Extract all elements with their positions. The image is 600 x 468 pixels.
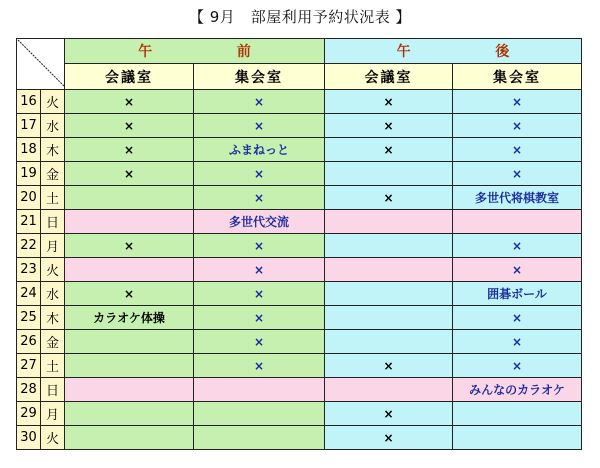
am-hall-cell: × xyxy=(194,162,325,186)
day-cell: 26 xyxy=(17,330,41,354)
table-row xyxy=(17,378,582,402)
am-hall-cell: × xyxy=(194,354,325,378)
am-hall-cell: × xyxy=(194,186,325,210)
pm-room-cell: × xyxy=(325,426,453,450)
weekday-cell: 火 xyxy=(41,258,65,282)
table-row xyxy=(17,162,582,186)
pm-room-cell: × xyxy=(325,354,453,378)
day-cell: 18 xyxy=(17,138,41,162)
table-row xyxy=(17,426,582,450)
page-title: 【 9月 部屋利用予約状況表 】 xyxy=(188,8,412,26)
weekday-cell: 月 xyxy=(41,234,65,258)
am-header: 午 前 xyxy=(65,39,325,64)
pm-hall-cell xyxy=(453,426,582,450)
day-cell: 30 xyxy=(17,426,41,450)
table-row xyxy=(17,138,582,162)
weekday-cell: 火 xyxy=(41,90,65,114)
am-room-cell xyxy=(65,378,194,402)
pm-hall-cell: × xyxy=(453,162,582,186)
day-cell: 27 xyxy=(17,354,41,378)
am-room-cell: × xyxy=(65,114,194,138)
am-hall-cell: × xyxy=(194,114,325,138)
pm-room-cell: × xyxy=(325,90,453,114)
pm-room-cell xyxy=(325,282,453,306)
am-hall-cell: × xyxy=(194,258,325,282)
pm-room-cell: × xyxy=(325,138,453,162)
am-room-cell: × xyxy=(65,162,194,186)
am-hall-cell xyxy=(194,426,325,450)
corner-cell xyxy=(17,39,65,90)
day-cell: 16 xyxy=(17,90,41,114)
table-row xyxy=(17,330,582,354)
reservation-table xyxy=(16,38,582,450)
pm-hall-cell: × xyxy=(453,354,582,378)
am-room-cell xyxy=(65,426,194,450)
pm-hall-cell: × xyxy=(453,90,582,114)
table-row xyxy=(17,282,582,306)
am-room-cell xyxy=(65,402,194,426)
header-row-period xyxy=(17,39,582,64)
pm-hall-cell: × xyxy=(453,306,582,330)
weekday-cell: 火 xyxy=(41,426,65,450)
pm-room-header: 会議室 xyxy=(325,64,453,90)
am-room-cell: カラオケ体操 xyxy=(65,306,194,330)
am-hall-cell: × xyxy=(194,330,325,354)
pm-hall-cell: × xyxy=(453,258,582,282)
table-row xyxy=(17,90,582,114)
table-row xyxy=(17,114,582,138)
weekday-cell: 木 xyxy=(41,306,65,330)
table-row xyxy=(17,258,582,282)
pm-hall-cell: × xyxy=(453,234,582,258)
am-room-cell: × xyxy=(65,282,194,306)
am-hall-cell: 多世代交流 xyxy=(194,210,325,234)
am-room-cell: × xyxy=(65,90,194,114)
pm-hall-cell: 囲碁ボール xyxy=(453,282,582,306)
weekday-cell: 金 xyxy=(41,162,65,186)
diagonal-line-icon xyxy=(17,39,65,87)
pm-room-cell xyxy=(325,234,453,258)
weekday-cell: 金 xyxy=(41,330,65,354)
am-hall-cell: × xyxy=(194,90,325,114)
day-cell: 22 xyxy=(17,234,41,258)
table-row xyxy=(17,402,582,426)
am-room-cell xyxy=(65,258,194,282)
table-row xyxy=(17,306,582,330)
pm-hall-header: 集会室 xyxy=(453,64,582,90)
day-cell: 24 xyxy=(17,282,41,306)
weekday-cell: 水 xyxy=(41,282,65,306)
day-cell: 29 xyxy=(17,402,41,426)
pm-room-cell xyxy=(325,378,453,402)
pm-hall-cell xyxy=(453,210,582,234)
am-room-cell xyxy=(65,330,194,354)
day-cell: 25 xyxy=(17,306,41,330)
am-hall-cell: × xyxy=(194,306,325,330)
table-row xyxy=(17,234,582,258)
day-cell: 21 xyxy=(17,210,41,234)
pm-hall-cell: みんなのカラオケ xyxy=(453,378,582,402)
am-hall-header: 集会室 xyxy=(194,64,325,90)
am-hall-cell: ふまねっと xyxy=(194,138,325,162)
pm-header: 午 後 xyxy=(325,39,582,64)
table-row xyxy=(17,354,582,378)
pm-room-cell xyxy=(325,258,453,282)
pm-room-cell xyxy=(325,162,453,186)
weekday-cell: 日 xyxy=(41,210,65,234)
table-row xyxy=(17,210,582,234)
pm-room-cell: × xyxy=(325,186,453,210)
weekday-cell: 日 xyxy=(41,378,65,402)
weekday-cell: 月 xyxy=(41,402,65,426)
pm-hall-cell: 多世代将棋教室 xyxy=(453,186,582,210)
pm-room-cell: × xyxy=(325,114,453,138)
am-room-cell xyxy=(65,186,194,210)
pm-hall-cell: × xyxy=(453,330,582,354)
weekday-cell: 土 xyxy=(41,354,65,378)
am-hall-cell xyxy=(194,378,325,402)
table-row xyxy=(17,186,582,210)
pm-room-cell xyxy=(325,210,453,234)
weekday-cell: 土 xyxy=(41,186,65,210)
day-cell: 23 xyxy=(17,258,41,282)
pm-hall-cell: × xyxy=(453,138,582,162)
pm-room-cell xyxy=(325,330,453,354)
pm-hall-cell xyxy=(453,402,582,426)
am-room-cell xyxy=(65,210,194,234)
am-room-cell xyxy=(65,354,194,378)
am-room-cell: × xyxy=(65,138,194,162)
am-room-cell: × xyxy=(65,234,194,258)
pm-room-cell: × xyxy=(325,402,453,426)
am-room-header: 会議室 xyxy=(65,64,194,90)
weekday-cell: 木 xyxy=(41,138,65,162)
header-row-rooms xyxy=(17,64,582,90)
weekday-cell: 水 xyxy=(41,114,65,138)
am-hall-cell: × xyxy=(194,234,325,258)
day-cell: 20 xyxy=(17,186,41,210)
day-cell: 19 xyxy=(17,162,41,186)
pm-hall-cell: × xyxy=(453,114,582,138)
pm-room-cell xyxy=(325,306,453,330)
day-cell: 17 xyxy=(17,114,41,138)
day-cell: 28 xyxy=(17,378,41,402)
am-hall-cell: × xyxy=(194,282,325,306)
am-hall-cell xyxy=(194,402,325,426)
